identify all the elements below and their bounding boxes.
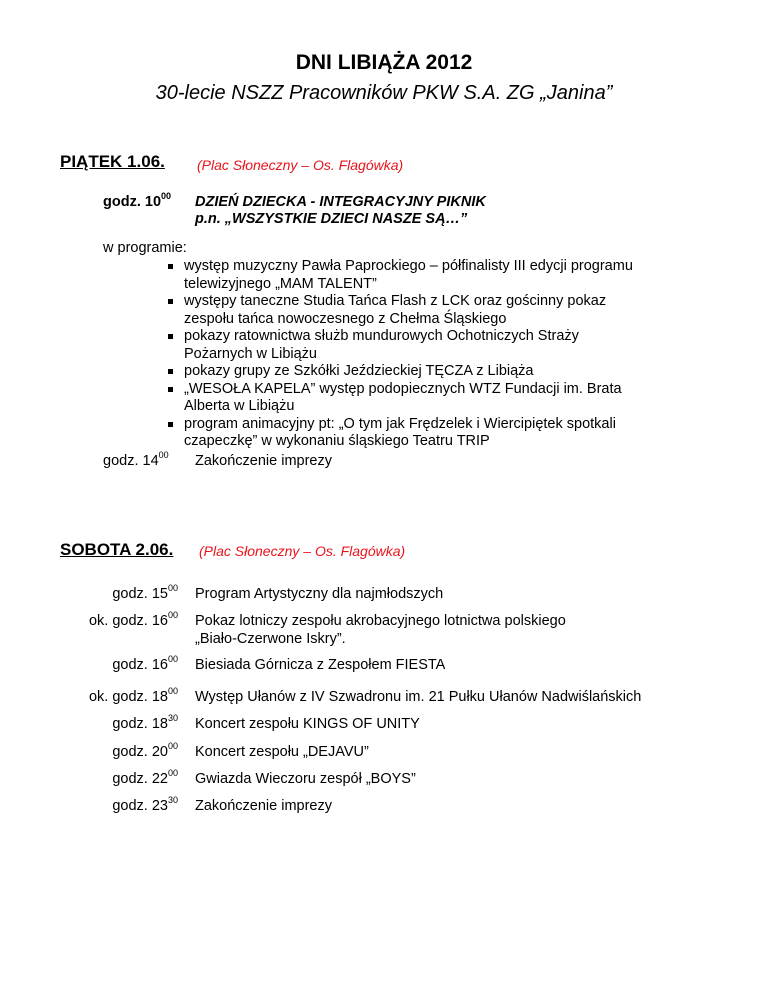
schedule-time: godz. $18^{30}$	[112, 713, 178, 732]
schedule-description: Występ Ułanów z IV Szwadronu im. 21 Pułku Ułanów Nadwiślańskich	[195, 689, 642, 705]
schedule-time: godz. $22^{00}$	[112, 768, 178, 787]
schedule-description: Gwiazda Wieczoru zespół „BOYS”	[195, 771, 416, 787]
schedule-time: godz. $23^{30}$	[112, 795, 178, 814]
friday-heading: PIĄTEK 1.06.	[60, 152, 165, 171]
friday-end-text: Zakończenie imprezy	[195, 453, 332, 469]
program-item: pokazy grupy ze Szkółki Jeździeckiej TĘCZA z Libiąża	[160, 363, 690, 381]
schedule-description: Program Artystyczny dla najmłodszych	[195, 586, 444, 602]
schedule-description: Koncert zespołu KINGS OF UNITY	[195, 716, 420, 732]
program-label: w programie:	[103, 240, 187, 256]
schedule-time: ok. godz. $16^{00}$	[88, 610, 178, 629]
page-title: DNI LIBIĄŻA 2012	[295, 51, 473, 74]
friday-place: (Plac Słoneczny – Os. Flagówka)	[197, 157, 404, 173]
schedule-description: Pokaz lotniczy zespołu akrobacyjnego lotnictwa polskiego „Biało-Czerwone Iskry”.	[195, 613, 566, 647]
program-item: pokazy ratownictwa służb mundurowych Ochotniczych Straży Pożarnych w Libiążu	[160, 328, 690, 363]
program-list	[160, 258, 690, 451]
schedule-description: Biesiada Górnicza z Zespołem FIESTA	[195, 657, 446, 673]
friday-event-subtitle: p.n. „WSZYSTKIE DZIECI NASZE SĄ…”	[195, 211, 468, 227]
saturday-heading: SOBOTA 2.06.	[60, 540, 174, 559]
program-item: występ muzyczny Pawła Paprockiego – półfinalisty III edycji programu telewizyjnego „MAM TALENT”	[160, 258, 690, 293]
saturday-place: (Plac Słoneczny – Os. Flagówka)	[199, 543, 406, 559]
schedule-description: Koncert zespołu „DEJAVU”	[195, 744, 369, 760]
schedule-time: godz. $15^{00}$	[112, 583, 178, 602]
friday-event-title: DZIEŃ DZIECKA - INTEGRACYJNY PIKNIK	[195, 194, 486, 210]
friday-end-time: godz. $14^{00}$	[103, 450, 169, 469]
schedule-time: godz. $16^{00}$	[112, 654, 178, 673]
schedule-time: godz. $20^{00}$	[112, 741, 178, 760]
friday-event-time: godz. $10^{00}$	[103, 191, 172, 210]
schedule-time: ok. godz. $18^{00}$	[88, 686, 178, 705]
program-item: program animacyjny pt: „O tym jak Frędzelek i Wiercipiętek spotkali czapeczkę” w wykonaniu śląskiego Teatru TRIP	[160, 416, 690, 451]
program-item: występy taneczne Studia Tańca Flash z LCK oraz gościnny pokaz zespołu tańca nowoczesnego z Chełma Śląskiego	[160, 293, 690, 328]
schedule-description: Zakończenie imprezy	[195, 798, 332, 814]
program-item: „WESOŁA KAPELA” występ podopiecznych WTZ Fundacji im. Brata Alberta w Libiążu	[160, 381, 690, 416]
page-subtitle: 30-lecie NSZZ Pracowników PKW S.A. ZG „Janina”	[155, 82, 613, 104]
